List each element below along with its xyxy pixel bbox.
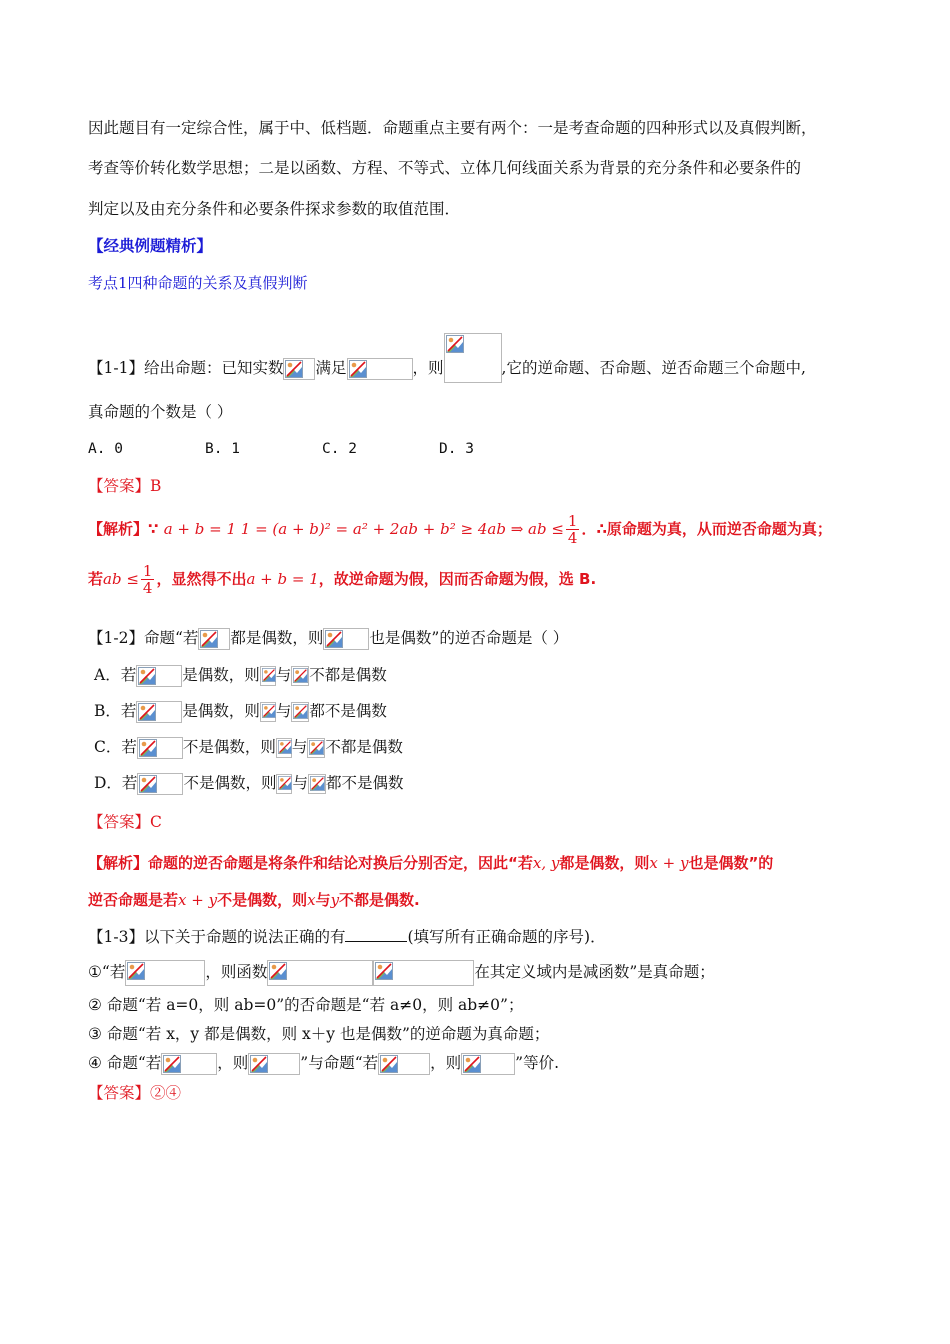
- answer-tag: 【答案】: [88, 477, 151, 495]
- fraction: [566, 513, 580, 546]
- option-letter: B．若: [94, 702, 137, 720]
- fraction-numerator: 1: [142, 562, 153, 580]
- q2-option-b: [94, 700, 387, 723]
- analysis-text: 与: [315, 891, 331, 909]
- q2-tag: 【1-2】: [88, 629, 144, 647]
- item-number: ②: [88, 996, 102, 1014]
- q2-answer: [88, 811, 162, 833]
- q2-text: 命题“若: [143, 629, 199, 647]
- analysis-text: ，显然得不出: [156, 570, 247, 588]
- item-text: “若: [101, 963, 126, 981]
- q1-tag: 【1-1】: [88, 359, 144, 377]
- broken-image-icon: [444, 333, 502, 383]
- option-letter: A．若: [94, 666, 137, 684]
- option-text: 与: [292, 774, 308, 792]
- q3-text: 以下关于命题的说法正确的有: [143, 928, 346, 946]
- q2-option-c: [94, 736, 403, 759]
- math-expression: x + y: [178, 891, 218, 909]
- broken-image-icon: [283, 358, 315, 380]
- q3-item-1: [88, 960, 715, 986]
- math-expression: x + y: [649, 854, 689, 872]
- broken-image-icon: [307, 738, 325, 758]
- option-letter: D．若: [94, 774, 138, 792]
- item-text: 在其定义域内是减函数”是真命题；: [474, 963, 715, 981]
- broken-image-icon: [136, 665, 182, 687]
- broken-image-icon: [161, 1053, 217, 1075]
- analysis-tag: 【解析】: [88, 520, 149, 538]
- q1-option-b: B. 1: [205, 441, 240, 457]
- broken-image-icon: [198, 628, 230, 650]
- item-number: ①: [88, 963, 102, 981]
- math-expression: y: [330, 891, 340, 909]
- q1-answer: [88, 475, 161, 497]
- option-text: 不是偶数，则: [183, 774, 277, 792]
- option-text: 是偶数，则: [182, 702, 260, 720]
- q3-item-2: [88, 994, 523, 1016]
- broken-image-icon: [125, 960, 205, 986]
- q2-analysis-line-1: [88, 850, 773, 876]
- q1-analysis-line-2: [88, 562, 596, 596]
- analysis-text: 都是偶数，则: [559, 854, 650, 872]
- option-text: 都不是偶数: [325, 774, 404, 792]
- answer-tag: 【答案】: [88, 813, 151, 831]
- q2-stem: [88, 627, 568, 650]
- answer-tag: 【答案】: [88, 1084, 151, 1102]
- q1-analysis-line-1: [88, 512, 832, 546]
- answer-value: ②④: [150, 1084, 182, 1102]
- item-text: ，则函数: [205, 963, 268, 981]
- q1-option-c: C. 2: [322, 441, 357, 457]
- option-text: 不都是偶数: [309, 666, 387, 684]
- math-expression: a + b = 1: [246, 570, 319, 588]
- option-text: 与: [275, 666, 292, 684]
- broken-image-icon: [347, 358, 413, 380]
- q2-option-d: [94, 772, 403, 795]
- q1-options: [88, 438, 556, 460]
- q3-answer: [88, 1082, 181, 1104]
- intro-line-3: 判定以及由充分条件和必要条件探求参数的取值范围．: [88, 200, 461, 218]
- answer-blank: [345, 927, 407, 942]
- q2-analysis-line-2: [88, 887, 420, 913]
- kaodian-title: 考点1四种命题的关系及真假判断: [88, 274, 308, 292]
- analysis-text: 也是偶数”的: [688, 854, 774, 872]
- math-expression: x: [307, 891, 316, 909]
- math-expression: x, y: [532, 854, 560, 872]
- broken-image-icon: [260, 702, 276, 722]
- item-text: ”与命题“若: [300, 1054, 379, 1072]
- q2-text: 也是偶数”的逆否命题是（ ）: [369, 629, 569, 647]
- fraction: [141, 563, 155, 596]
- q1-text: ,它的逆命题、否命题、逆否命题三个命题中,: [501, 359, 806, 377]
- broken-image-icon: [323, 628, 369, 650]
- q2-text: 都是偶数，则: [230, 629, 324, 647]
- analysis-tag: 【解析】: [88, 854, 149, 872]
- item-text: 命题“若: [106, 1054, 162, 1072]
- q1-text: 满足: [315, 359, 347, 377]
- broken-image-icon: [378, 1053, 430, 1075]
- section-title: 【经典例题精析】: [88, 236, 213, 255]
- fraction-numerator: 1: [567, 512, 578, 530]
- q3-item-4: [88, 1052, 559, 1075]
- broken-image-icon: [137, 773, 183, 795]
- analysis-text: 不是偶数，则: [217, 891, 308, 909]
- option-text: 是偶数，则: [182, 666, 260, 684]
- broken-image-icon: [248, 1053, 300, 1075]
- item-text: ，则: [217, 1054, 249, 1072]
- broken-image-icon: [267, 960, 373, 986]
- analysis-text: ．∴原命题为真，从而逆否命题为真；: [581, 520, 832, 538]
- because-symbol: ∵: [148, 520, 159, 538]
- broken-image-icon: [461, 1053, 515, 1075]
- math-expression: ab ≤: [103, 570, 139, 588]
- q3-tag: 【1-3】: [88, 928, 144, 946]
- q1-option-d: D. 3: [439, 441, 474, 457]
- broken-image-icon: [291, 702, 309, 722]
- q3-stem: [88, 926, 606, 948]
- broken-image-icon: [308, 774, 326, 794]
- option-text: 不都是偶数: [325, 738, 403, 756]
- analysis-text: ，故逆命题为假，因而否命题为假，选 B.: [318, 570, 597, 588]
- q1-stem-line-2: 真命题的个数是（ ）: [88, 403, 233, 421]
- item-text: ，则: [430, 1054, 462, 1072]
- broken-image-icon: [373, 960, 474, 986]
- intro-line-2: 考查等价转化数学思想；二是以函数、方程、不等式、立体几何线面关系为背景的充分条件和必要条件的: [88, 159, 802, 177]
- option-letter: C．若: [94, 738, 137, 756]
- q1-text: ，则: [412, 359, 444, 377]
- broken-image-icon: [276, 774, 292, 794]
- answer-value: C: [150, 813, 162, 831]
- analysis-text: 命题的逆否命题是将条件和结论对换后分别否定，因此“若: [148, 854, 533, 872]
- math-expression: a + b = 1 1 = (a + b)² = a² + 2ab + b² ≥ 4ab ⇒ ab ≤: [163, 520, 564, 538]
- q3-text: (填写所有正确命题的序号)．: [407, 928, 606, 946]
- q1-text: 给出命题：已知实数: [143, 359, 284, 377]
- fraction-denominator: 4: [142, 579, 153, 597]
- q2-option-a: [94, 664, 387, 687]
- analysis-text: 不都是偶数.: [339, 891, 420, 909]
- option-text: 不是偶数，则: [182, 738, 276, 756]
- analysis-text: 若: [88, 570, 104, 588]
- broken-image-icon: [260, 666, 276, 686]
- item-number: ④: [88, 1054, 102, 1072]
- item-text: ”等价.: [515, 1054, 560, 1072]
- intro-line-1: 因此题目有一定综合性，属于中、低档题．命题重点主要有两个：一是考查命题的四种形式以及真假判断，: [88, 119, 817, 137]
- item-number: ③: [88, 1025, 102, 1043]
- q1-option-a: A. 0: [88, 441, 123, 457]
- option-text: 与: [275, 702, 292, 720]
- broken-image-icon: [291, 666, 309, 686]
- broken-image-icon: [276, 738, 292, 758]
- fraction-denominator: 4: [567, 529, 578, 547]
- option-text: 都不是偶数: [309, 702, 387, 720]
- q1-stem: [88, 333, 806, 383]
- answer-value: B: [150, 477, 162, 495]
- q3-item-3: [88, 1023, 549, 1045]
- option-text: 与: [291, 738, 308, 756]
- broken-image-icon: [137, 737, 183, 759]
- item-text: 命题“若 x，y 都是偶数，则 x＋y 也是偶数”的逆命题为真命题；: [106, 1025, 550, 1043]
- broken-image-icon: [136, 701, 182, 723]
- item-text: 命题“若 a=0，则 ab=0”的否命题是“若 a≠0，则 ab≠0”；: [106, 996, 524, 1014]
- analysis-text: 逆否命题是若: [88, 891, 179, 909]
